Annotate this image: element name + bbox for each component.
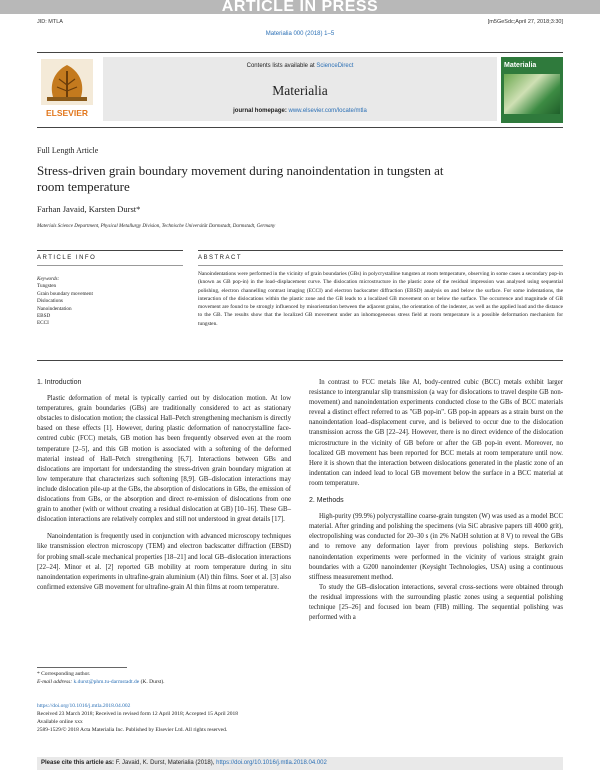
article-info-sub-rule (37, 265, 183, 266)
journal-header (37, 52, 563, 128)
intro-paragraph-1: Plastic deformation of metal is typically carried out by dislocation motion. At low temperatures, grain boundaries (GBs) are traditionally considered to act as stationary obstacles to dislocation motion; the classical Hall–Petch strengthening mechanism is directly based on these effects [1]. However, during plastic deformation of nanocrystalline face-centred cubic (FCC) metals, GB motion has been frequently observed even at the room temperature [2–5], and this GB motion is associated with a softening of the deformed material instead of Hall–Petch strengthening [6,7]. Interactions between GBs and dislocations are important for understanding the stress-driven grain boundary migration at low temperature that characterizes such softening [8,9]. GB–dislocation interactions may include dislocation pile-up at the GBs, the absorption of dislocations in GBs, the emission of dislocations from GBs, or the absorption and direct re-emission of dislocations from one grain to another (with or without creating a residual dislocation at GB) [10–16]. These GB–dislocation interactions are relatively complex and still not understood in great details [17]. (37, 395, 291, 524)
right-column (309, 378, 563, 623)
journal-id: JID: MTLA (37, 19, 63, 25)
author-list: Farhan Javaid, Karsten Durst* (37, 204, 141, 214)
abstract-heading: ABSTRACT (198, 255, 243, 261)
available-online: Available online xxx (37, 719, 83, 725)
keyword-item: Dislocations (37, 298, 63, 305)
email-line (37, 679, 165, 687)
article-title: Stress-driven grain boundary movement during nanoindentation in tungsten at room temperature (37, 163, 444, 194)
contents-line (103, 63, 497, 69)
intro-paragraph-3: In contrast to FCC metals like Al, body-centred cubic (BCC) metals exhibit larger resistance to intergranular slip transmission (a way for dislocations to travel despite GB non-movement) and nanoindentation experiments conducted close to the GBs of BCC materials reveal a distinct effect referred to as "GB pop-in". GB pop-in appears as a strain burst on the nanoindentation load–displacement curve, and is believed to occur due to the dislocation transmission across the GB [22–24]. However, there is no direct evidence of the dislocation microstructure in the vicinity of GB before or after the GB pop-in event. Moreover, no localized GB movement has been reported for BCC metals at room temperature until now. Here it is shown that the interaction between dislocations generated in the plastic zone of an indentation can indeed lead to local GB movement below the surface in a BCC material at room temperature. (309, 379, 563, 487)
journal-name: Materialia (272, 83, 328, 98)
sciencedirect-link[interactable]: ScienceDirect (316, 63, 354, 69)
affiliation: Materials Science Department, Physical Metallurgy Division, Technische Universität Darmstadt, Darmstadt, Germany (37, 224, 276, 229)
journal-reference-link[interactable]: Materialia 000 (2018) 1–5 (265, 31, 335, 37)
abstract-bottom-rule (37, 360, 563, 361)
keyword-item: Grain boundary movement (37, 290, 93, 297)
methods-heading: 2. Methods (309, 497, 344, 505)
article-type: Full Length Article (37, 146, 99, 155)
email-link[interactable]: k.durst@phm.tu-darmstadt.de (73, 678, 140, 685)
cite-doi-link[interactable]: https://doi.org/10.1016/j.mtla.2018.04.002 (216, 760, 327, 766)
received-dates: Received 23 March 2018; Received in revised form 12 April 2018; Accepted 15 April 2018 (37, 711, 239, 717)
left-column (37, 378, 291, 593)
email-suffix: (K. Durst). (140, 678, 165, 685)
methods-paragraph-1: High-purity (99.9%) polycrystalline coarse-grain tungsten (W) was used as a model BCC material. After grinding and polishing the specimens (via SiC abrasive papers till 4000 grit), electropolishing was conducted for 20–30 s (in 2% NaOH solution at 8 V) to reveal the GBs and to remove any deformation layer from previous polishing steps. Berkovich nanoindentation experiments were performed in the vicinity of various straight grain boundaries with a G200 nanoindenter (Keysight Technologies, USA) using a continuous stiffness measurement method. (309, 513, 563, 581)
doi-link[interactable]: https://doi.org/10.1016/j.mtla.2018.04.002 (37, 703, 131, 709)
abstract-text: Nanoindentations were performed in the vicinity of grain boundaries (GBs) in polycrystalline tungsten at room temperature, observing in some cases a secondary pop-in (known as GB pop-in) in the load–displacement curve. The dislocation microstructure in the plastic zone of the residual impression was analysed using sequential polishing, electron channelling contrast imaging (ECCI) and electron backscatter diffraction (EBSD) analysis on and below the surface. For some indentations, the interaction of the dislocations within the plastic zone and the GB leads to a localized GB movement on or below the surface. The occurrence and magnitude of GB movement are found to be strongly influenced by misorientation between the adjacent grains, the orientation of the indenter, as well as the applied load and the distance to the GB. The results show that the localized GB movement under an inhomogeneous stress field at room temperature is a possible deformation mechanism for tungsten. (198, 271, 563, 327)
abstract-top-rule (198, 250, 563, 251)
footnote (37, 671, 165, 686)
homepage-link[interactable]: www.elsevier.com/locate/mtla (288, 108, 367, 114)
keyword-item: Nanoindentation (37, 305, 72, 312)
article-info-heading: ARTICLE INFO (37, 255, 97, 261)
cite-text: F. Javaid, K. Durst, Materialia (2018), (115, 760, 215, 766)
methods-paragraph-2: To study the GB–dislocation interactions, several cross-sections were obtained through the residual impressions with the surrounding plastic zones using a sequential polishing technique [25–26] and focused ion beam (FIB) milling. The sequential polishing was performed with a (309, 583, 563, 622)
cover-title: Materialia (504, 62, 537, 69)
cover-artwork (504, 74, 560, 114)
copyright-line: 2589-1529/© 2018 Acta Materialia Inc. Published by Elsevier Ltd. All rights reserved. (37, 727, 228, 733)
citation-box (37, 757, 563, 770)
keywords-label: Keywords: (37, 276, 60, 282)
journal-masthead (103, 57, 497, 121)
homepage-line (103, 108, 497, 114)
abstract-sub-rule (198, 265, 563, 266)
article-info-top-rule (37, 250, 183, 251)
keyword-item: EBSD (37, 313, 51, 320)
contents-prefix: Contents lists available at (246, 63, 317, 69)
keyword-item: ECCI (37, 320, 49, 327)
journal-cover-image (501, 57, 563, 123)
email-label: E-mail address: (37, 678, 73, 685)
elsevier-logo (37, 57, 97, 123)
banner-text: ARTICLE IN PRESS (221, 0, 379, 15)
keywords-block (37, 276, 93, 328)
article-in-press-banner (0, 0, 600, 14)
corresponding-author-note: * Corresponding author. (37, 671, 91, 677)
elsevier-wordmark: ELSEVIER (45, 108, 89, 118)
cite-label: Please cite this article as: (41, 760, 115, 766)
intro-paragraph-2: Nanoindentation is frequently used in conjunction with advanced microscopy techniques like transmission electron microscopy (TEM) and electron backscatter diffraction (EBSD) for probing small-scale mechanical properties [18–21] and local GB–dislocation interactions [22–24]. Minor et al. [2] reported GB mobility at room temperature during in situ nanoindentation experiments in ultrafine-grain aluminium (Al) thin films. Soer et al. [3] also confirmed extensive GB movement for ultrafine-grain Al thin films at room temperature. (37, 533, 291, 591)
introduction-heading: 1. Introduction (37, 379, 82, 386)
publication-info (37, 702, 238, 734)
keyword-item: Tungsten (37, 283, 57, 290)
footnote-rule (37, 667, 127, 668)
build-stamp: [m5GeSdc;April 27, 2018;3:30] (487, 19, 563, 25)
homepage-label: journal homepage: (233, 108, 287, 114)
